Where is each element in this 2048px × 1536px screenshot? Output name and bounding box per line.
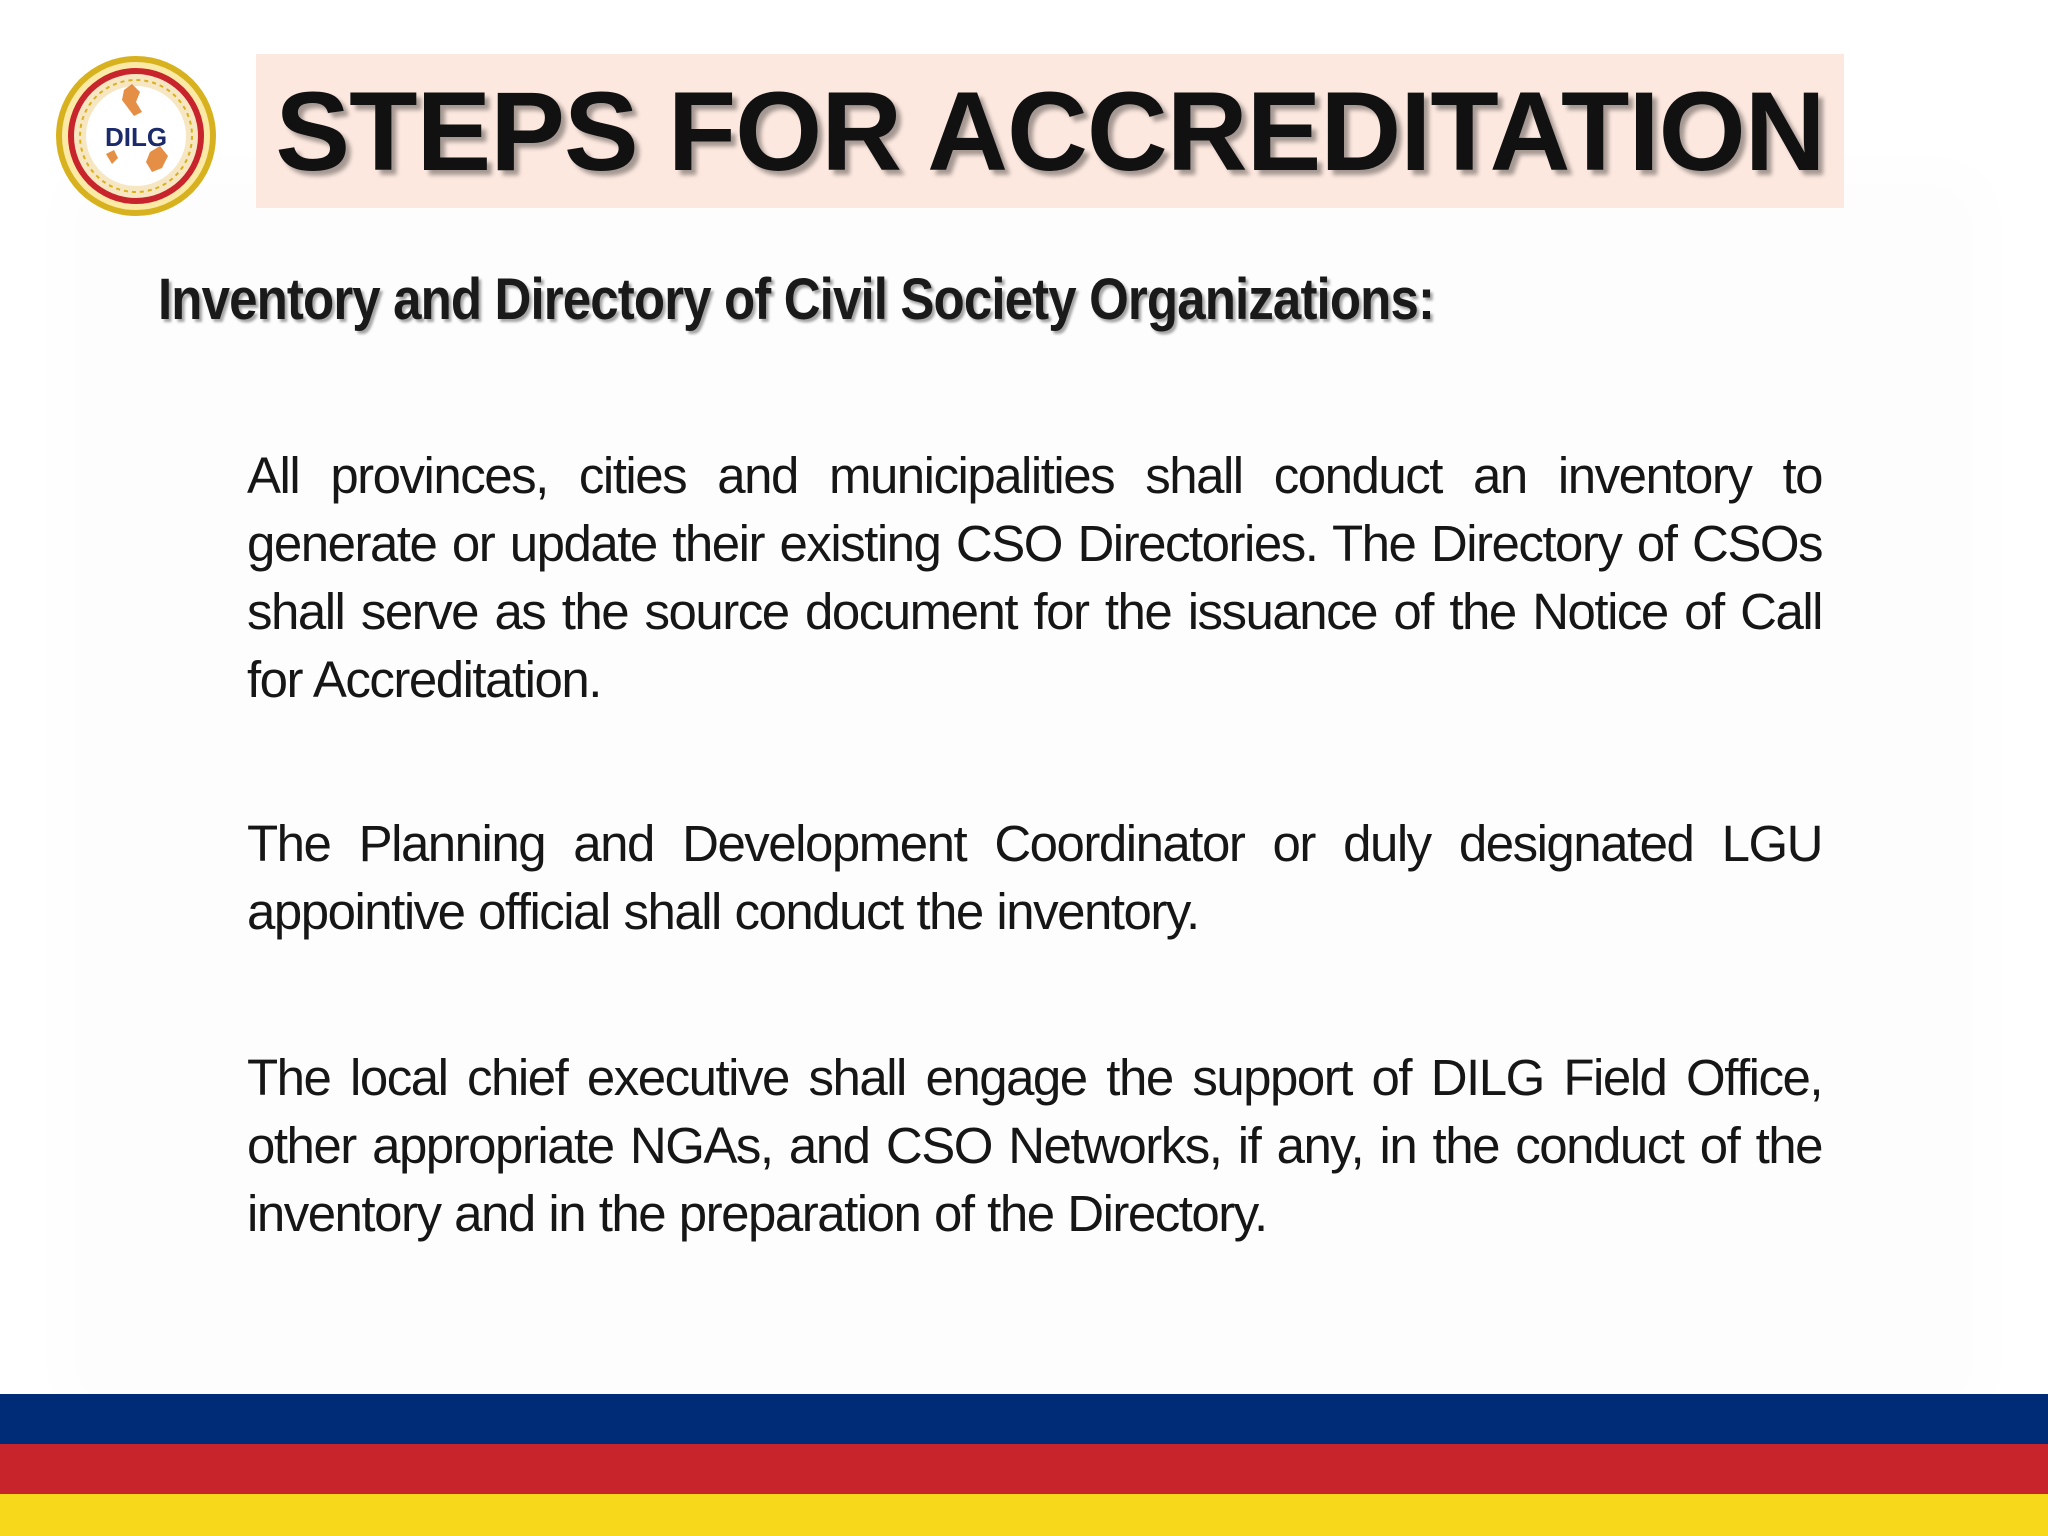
- logo-text: DILG: [104, 122, 168, 152]
- dilg-logo: [54, 54, 218, 218]
- footer-stripe-blue: [0, 1394, 2048, 1444]
- footer-stripe-red: [0, 1444, 2048, 1494]
- paragraph-coordinator: The Planning and Development Coordinator or duly designated LGU appointive official shall conduct the inventory.: [247, 815, 1822, 940]
- page-title: STEPS FOR ACCREDITATION: [275, 68, 1825, 194]
- title-band: [256, 54, 1844, 208]
- footer-stripe-yellow: [0, 1494, 2048, 1536]
- paragraph-inventory: All provinces, cities and municipalities shall conduct an inventory to generate or update their existing CSO Directories. The Directory of CSOs shall serve as the source document for the issuance of the Notice of Call for Accreditation.: [247, 447, 1822, 708]
- paragraph-chief-executive: The local chief executive shall engage the support of DILG Field Office, other appropriate NGAs, and CSO Networks, if any, in the conduct of the inventory and in the preparation of the Directory.: [247, 1049, 1822, 1242]
- dilg-seal-icon: [54, 54, 218, 218]
- section-heading: Inventory and Directory of Civil Society Organizations:: [158, 267, 1435, 332]
